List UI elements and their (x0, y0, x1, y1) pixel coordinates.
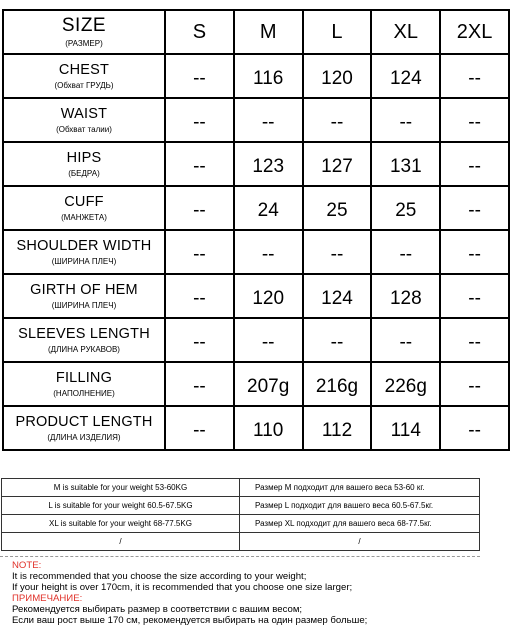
measurement-cell (440, 318, 509, 362)
measurement-value: -- (193, 244, 206, 265)
measurement-value: 216g (315, 376, 359, 397)
measurement-cell (234, 406, 303, 450)
measurement-cell (303, 54, 372, 98)
measurement-label-cell (3, 362, 165, 406)
measurement-value: 127 (321, 156, 353, 177)
weight-guide-ru: Размер L подходит для вашего веса 60.5-67.5кг. (240, 497, 480, 515)
measurement-value: 25 (395, 200, 417, 221)
weight-guide-ru: Размер XL подходит для вашего веса 68-77.5кг. (240, 515, 480, 533)
measurement-cell (234, 230, 303, 274)
measurement-cell (371, 230, 440, 274)
size-name: L (331, 20, 343, 43)
measurement-value: 112 (321, 420, 353, 441)
measurement-cell (303, 142, 372, 186)
measurement-label: GIRTH OF HEM (30, 281, 138, 298)
size-row (3, 274, 509, 318)
measurement-cell (234, 186, 303, 230)
measurement-value: 120 (321, 68, 353, 89)
measurement-cell (440, 230, 509, 274)
size-name: 2XL (456, 20, 493, 43)
note-title-en: NOTE: (12, 560, 42, 571)
measurement-cell (440, 142, 509, 186)
weight-guide-en: M is suitable for your weight 53-60KG (2, 479, 240, 497)
weight-guide-row (2, 497, 480, 515)
measurement-cell (440, 98, 509, 142)
weight-guide-ru: Размер M подходит для вашего веса 53-60 кг. (240, 479, 480, 497)
size-row (3, 230, 509, 274)
size-name: XL (393, 20, 419, 43)
size-header-cell (303, 10, 372, 54)
measurement-value: -- (468, 68, 481, 89)
measurement-label-cell (3, 230, 165, 274)
measurement-cell (234, 362, 303, 406)
measurement-value: -- (193, 376, 206, 397)
measurement-label-ru: (Обхват ГРУДЬ) (54, 80, 114, 90)
measurement-label-cell (3, 98, 165, 142)
measurement-value: -- (468, 112, 481, 133)
measurement-value: 226g (384, 376, 427, 397)
measurement-cell (165, 54, 234, 98)
measurement-cell (371, 362, 440, 406)
measurement-label-ru: (БЕДРА) (68, 168, 100, 178)
measurement-cell (440, 362, 509, 406)
measurement-cell (165, 274, 234, 318)
weight-guide-ru: / (240, 533, 480, 551)
note-title-ru: ПРИМЕЧАНИЕ: (12, 593, 83, 604)
measurement-cell (371, 142, 440, 186)
measurement-cell (165, 142, 234, 186)
measurement-value: -- (399, 332, 413, 353)
measurement-cell (165, 186, 234, 230)
size-header-cell (234, 10, 303, 54)
measurement-cell (371, 274, 440, 318)
measurement-value: 124 (321, 288, 353, 309)
size-name: M (259, 20, 277, 43)
size-row (3, 186, 509, 230)
measurement-label-cell (3, 274, 165, 318)
measurement-label-ru: (МАНЖЕТА) (61, 212, 107, 222)
measurement-label-ru: (НАПОЛНЕНИЕ) (53, 388, 115, 398)
size-header-label-cell (3, 10, 165, 54)
size-row (3, 362, 509, 406)
measurement-label-ru: (ДЛИНА ИЗДЕЛИЯ) (47, 432, 121, 442)
weight-guide-body (2, 479, 480, 551)
size-header-row (3, 10, 509, 54)
measurement-label-cell (3, 406, 165, 450)
measurement-value: -- (193, 156, 206, 177)
measurement-cell (371, 318, 440, 362)
measurement-label: CHEST (58, 61, 110, 78)
measurement-value: 24 (257, 200, 279, 221)
measurement-cell (440, 54, 509, 98)
measurement-cell (303, 230, 372, 274)
measurement-label: FILLING (55, 369, 113, 386)
size-header-label: SIZE (61, 14, 107, 36)
measurement-label: CUFF (64, 193, 104, 210)
measurement-value: -- (468, 376, 481, 397)
size-chart-table (2, 9, 510, 451)
size-name: S (192, 20, 207, 43)
measurement-value: 123 (252, 156, 285, 177)
measurement-label: HIPS (66, 149, 102, 166)
measurement-cell (303, 406, 372, 450)
weight-guide-row (2, 479, 480, 497)
measurement-value: -- (399, 112, 413, 133)
measurement-value: 124 (389, 68, 422, 89)
measurement-cell (303, 186, 372, 230)
measurement-value: -- (261, 332, 275, 353)
size-header-cell (440, 10, 509, 54)
measurement-label: WAIST (60, 105, 108, 122)
measurement-cell (303, 362, 372, 406)
measurement-cell (303, 98, 372, 142)
measurement-cell (440, 274, 509, 318)
size-row (3, 318, 509, 362)
measurement-cell (303, 274, 372, 318)
measurement-cell (165, 230, 234, 274)
measurement-cell (371, 406, 440, 450)
measurement-cell (234, 318, 303, 362)
size-note (0, 556, 480, 640)
measurement-value: -- (330, 112, 344, 133)
measurement-value: -- (468, 200, 481, 221)
size-row (3, 98, 509, 142)
measurement-label: SHOULDER WIDTH (16, 237, 152, 254)
measurement-cell (234, 142, 303, 186)
weight-guide-en: XL is suitable for your weight 68-77.5KG (2, 515, 240, 533)
weight-guide-en: L is suitable for your weight 60.5-67.5KG (2, 497, 240, 515)
size-header-cell (165, 10, 234, 54)
measurement-label-ru: (ШИРИНА ПЛЕЧ) (51, 300, 117, 310)
size-header-cell (371, 10, 440, 54)
measurement-label-ru: (Обхват талии) (56, 124, 112, 134)
measurement-cell (440, 406, 509, 450)
measurement-value: -- (193, 332, 206, 353)
measurement-label-ru: (ШИРИНА ПЛЕЧ) (51, 256, 117, 266)
size-row (3, 406, 509, 450)
weight-guide-row (2, 515, 480, 533)
measurement-value: -- (468, 332, 481, 353)
measurement-value: 114 (390, 420, 421, 441)
note-line: Если ваш рост выше 170 см, рекомендуется выбирать на один размер больше; (12, 615, 368, 626)
measurement-value: -- (468, 420, 481, 441)
measurement-value: 110 (253, 420, 284, 441)
measurement-cell (234, 98, 303, 142)
measurement-value: -- (193, 288, 206, 309)
measurement-label-cell (3, 54, 165, 98)
measurement-cell (371, 98, 440, 142)
size-header-label-ru: (РАЗМЕР) (65, 38, 103, 48)
size-row (3, 54, 509, 98)
measurement-value: 120 (252, 288, 285, 309)
measurement-cell (234, 54, 303, 98)
measurement-value: -- (193, 68, 206, 89)
note-line: Рекомендуется выбирать размер в соответствии с вашим весом; (12, 604, 303, 615)
measurement-cell (303, 318, 372, 362)
measurement-value: -- (261, 244, 275, 265)
measurement-value: 25 (326, 200, 348, 221)
measurement-value: -- (261, 112, 275, 133)
measurement-cell (440, 186, 509, 230)
measurement-value: -- (399, 244, 413, 265)
measurement-label: PRODUCT LENGTH (15, 413, 153, 430)
measurement-cell (234, 274, 303, 318)
measurement-label-cell (3, 142, 165, 186)
measurement-cell (165, 406, 234, 450)
measurement-value: -- (468, 288, 481, 309)
weight-guide-en: / (2, 533, 240, 551)
measurement-value: 116 (253, 68, 284, 89)
measurement-cell (371, 54, 440, 98)
measurement-label-cell (3, 318, 165, 362)
measurement-label-ru: (ДЛИНА РУКАВОВ) (48, 344, 120, 354)
measurement-label-cell (3, 186, 165, 230)
measurement-cell (371, 186, 440, 230)
measurement-cell (165, 362, 234, 406)
size-row (3, 142, 509, 186)
measurement-value: -- (468, 244, 481, 265)
measurement-label: SLEEVES LENGTH (18, 325, 150, 342)
measurement-value: -- (193, 200, 206, 221)
measurement-value: 128 (389, 288, 422, 309)
note-line: If your height is over 170cm, it is recommended that you choose one size larger; (12, 582, 353, 593)
size-table-body (3, 54, 509, 450)
measurement-value: 131 (389, 156, 422, 177)
measurement-value: -- (193, 112, 206, 133)
weight-guide-row (2, 533, 480, 551)
weight-guide-table (1, 478, 480, 551)
measurement-value: -- (330, 244, 344, 265)
measurement-value: -- (193, 420, 206, 441)
measurement-value: -- (330, 332, 344, 353)
measurement-value: 207g (247, 376, 290, 397)
measurement-value: -- (468, 156, 481, 177)
measurement-cell (165, 98, 234, 142)
note-line: It is recommended that you choose the size according to your weight; (12, 571, 307, 582)
measurement-cell (165, 318, 234, 362)
